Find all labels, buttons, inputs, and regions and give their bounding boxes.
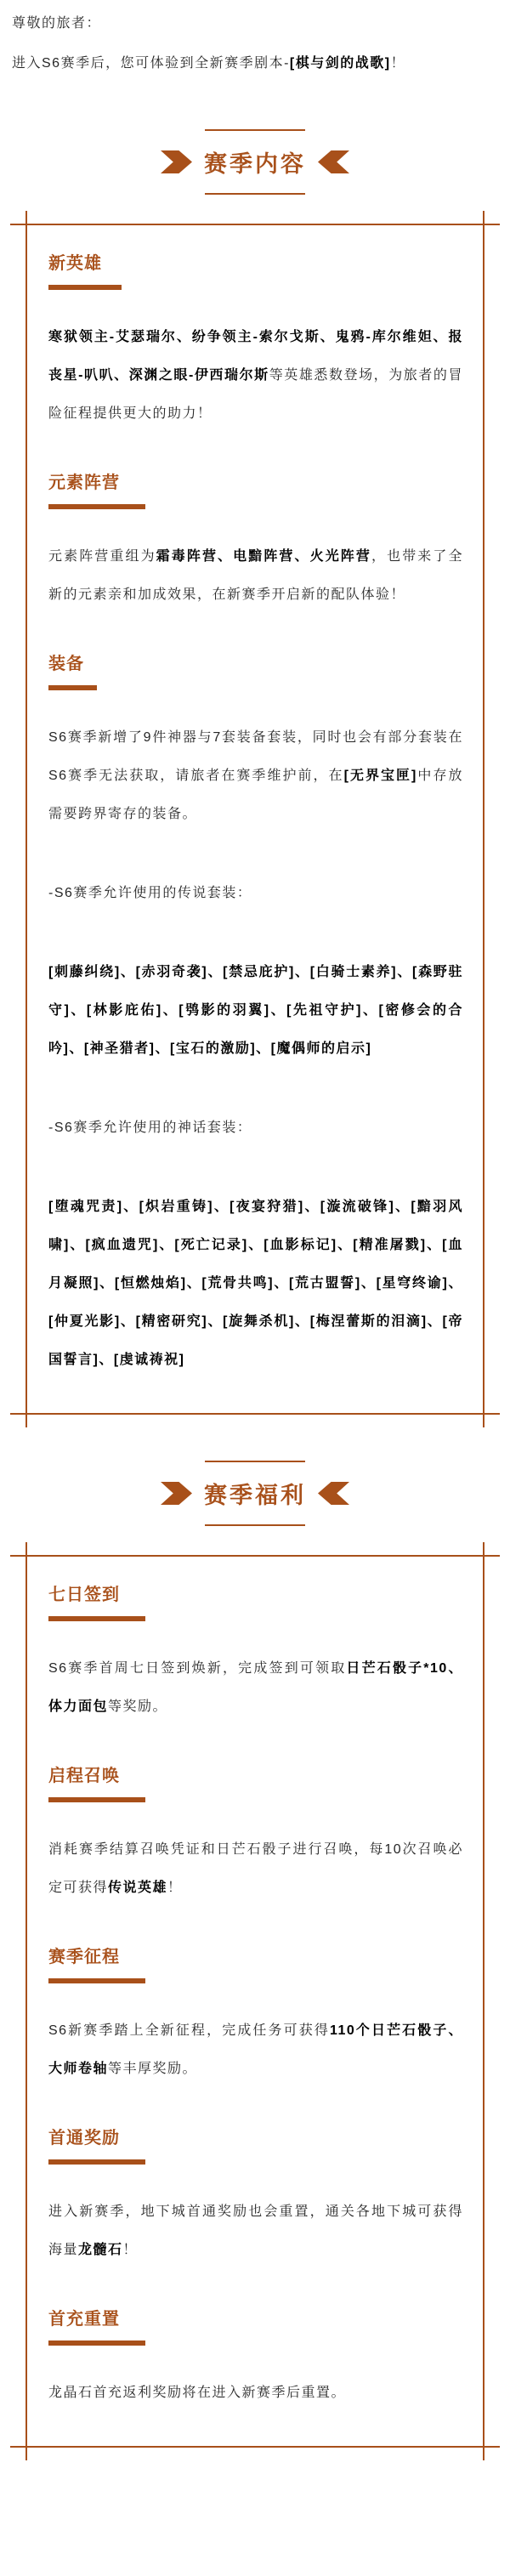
card-border-right	[483, 1542, 484, 2460]
block-paragraphs	[48, 718, 463, 1379]
section-header	[0, 129, 510, 195]
paragraph	[48, 2193, 463, 2269]
block-heading-wrap	[48, 650, 84, 690]
paragraph	[48, 1188, 463, 1379]
divider-line	[205, 129, 305, 131]
card-border-left	[26, 1542, 27, 2460]
body-text: 进入新赛季，地下城首通奖励也会重置，通关各地下城可获得海量	[48, 2204, 463, 2257]
block-heading: 新英雄	[48, 254, 102, 273]
section-header	[0, 1461, 510, 1526]
block-paragraphs	[48, 318, 463, 433]
bold-text: 日芒石骰子*10、体力面包	[48, 1661, 463, 1714]
heading-underline	[48, 285, 122, 290]
heading-underline	[48, 504, 145, 509]
paragraph	[48, 874, 463, 912]
bold-text: [刺藤纠绕]、[赤羽奇袭]、[禁忌庇护]、[白骑士素养]、[森野驻守]、[林影庇佑]、[鸮影的羽翼]、[先祖守护]、[密修会的合吟]、[神圣猎者]、[宝石的激励]、[魔偶师的启示]	[48, 965, 463, 1056]
block-heading: 元素阵营	[48, 474, 120, 492]
block-heading-wrap	[48, 1943, 120, 1983]
block-heading-wrap	[48, 468, 120, 509]
bold-text: [堕魂咒责]、[炽岩重铸]、[夜宴狩猎]、[漩流破锋]、[黯羽风啸]、[疯血遗咒]、[死亡记录]、[血影标记]、[精准屠戮]、[血月凝照]、[恒燃烛焰]、[荒骨共鸣]、[荒古盟誓]、[星穹终谕]、[仲夏光影]、[精密研究]、[旋舞杀机]、[梅涅蕾斯的泪滴]、[帝国誓言]、[虔诚祷祝]	[48, 1200, 463, 1367]
block-heading-wrap	[48, 1762, 120, 1802]
body-text: 龙晶石首充返利奖励将在进入新赛季后重置。	[48, 2386, 347, 2400]
section-title-row	[0, 1477, 510, 1510]
body-text: S6赛季新增了9件神器与7套装备套装，同时也会有部分套装在S6赛季无法获取，请旅者在赛季维护前，在	[48, 730, 463, 783]
bold-text: 霜毒阵营、电黯阵营、火光阵营	[156, 549, 371, 564]
content-block	[48, 468, 463, 614]
body-text: -S6赛季允许使用的传说套装：	[48, 886, 252, 900]
season-section	[0, 129, 510, 1415]
divider-line	[205, 1461, 305, 1462]
body-text: 消耗赛季结算召唤凭证和日芒石骰子进行召唤，每10次召唤必定可获得	[48, 1842, 463, 1895]
body-text: ！	[122, 2243, 139, 2257]
block-paragraphs	[48, 2011, 463, 2088]
heading-underline	[48, 1978, 145, 1983]
content-card	[0, 224, 510, 1415]
content-block	[48, 1580, 463, 1726]
paragraph	[48, 1109, 463, 1147]
block-paragraphs	[48, 537, 463, 614]
block-heading-wrap	[48, 249, 102, 290]
paragraph	[48, 718, 463, 833]
body-text: 中存放需要跨界寄存的装备。	[48, 769, 463, 821]
bold-text: 110个日芒石骰子、大师卷轴	[48, 2023, 463, 2076]
paragraph	[48, 2011, 463, 2088]
block-heading: 启程召唤	[48, 1767, 120, 1785]
block-paragraphs	[48, 1830, 463, 1907]
block-heading: 赛季征程	[48, 1948, 120, 1966]
content-block	[48, 249, 463, 433]
chevron-right-icon	[161, 150, 192, 173]
divider-line	[205, 1524, 305, 1526]
content-block	[48, 650, 463, 1379]
paragraph	[48, 537, 463, 614]
content-block	[48, 1943, 463, 2088]
heading-underline	[48, 685, 97, 690]
card-border-right	[483, 211, 484, 1427]
body-text: -S6赛季允许使用的神话套装：	[48, 1121, 252, 1135]
block-paragraphs	[48, 1649, 463, 1726]
intro-text-suffix: ！	[390, 56, 406, 71]
block-heading-wrap	[48, 2124, 120, 2165]
card-blocks	[48, 249, 463, 1379]
paragraph	[48, 2374, 463, 2412]
section-title-row	[0, 145, 510, 179]
heading-underline	[48, 2159, 145, 2165]
intro-greeting: 尊敬的旅者：	[12, 16, 102, 31]
bold-text: 传说英雄	[108, 1881, 168, 1895]
chevron-right-icon	[161, 1482, 192, 1505]
body-text: S6赛季首周七日签到焕新，完成签到可领取	[48, 1661, 347, 1676]
paragraph	[48, 318, 463, 433]
content-card	[0, 1555, 510, 2448]
paragraph	[48, 1830, 463, 1907]
chevron-left-icon	[318, 150, 349, 173]
intro-bold-text: [棋与剑的战歌]	[289, 56, 391, 71]
bold-text: 寒狱领主-艾瑟瑞尔、纷争领主-索尔戈斯、鬼鸦-库尔维妲、报丧星-叭叭、深渊之眼-伊西瑞尔斯	[48, 330, 463, 383]
card-blocks	[48, 1580, 463, 2412]
divider-line	[205, 193, 305, 195]
block-paragraphs	[48, 2193, 463, 2269]
intro-paragraph	[12, 43, 498, 83]
season-section	[0, 1461, 510, 2448]
section-title: 赛季福利	[204, 1483, 306, 1508]
block-heading: 装备	[48, 655, 84, 673]
body-text: 元素阵营重组为	[48, 549, 156, 564]
body-text: ，也带来了全新的元素亲和加成效果，在新赛季开启新的配队体验！	[48, 549, 463, 602]
body-text: ！	[167, 1881, 183, 1895]
heading-underline	[48, 1797, 145, 1802]
card-border-left	[26, 211, 27, 1427]
content-block	[48, 2124, 463, 2269]
body-text: 等丰厚奖励。	[108, 2062, 198, 2076]
chevron-left-icon	[318, 1482, 349, 1505]
block-heading-wrap	[48, 1580, 120, 1621]
block-paragraphs	[48, 2374, 463, 2412]
intro-text-prefix: 进入S6赛季后，您可体验到全新赛季剧本-	[12, 56, 290, 71]
block-heading-wrap	[48, 2305, 120, 2346]
section-title: 赛季内容	[204, 151, 306, 177]
block-heading: 首充重置	[48, 2310, 120, 2329]
body-text: 等奖励。	[108, 1699, 168, 1714]
bold-text: 龙髓石	[78, 2243, 123, 2257]
paragraph	[48, 1649, 463, 1726]
body-text: 等英雄悉数登场，为旅者的冒险征程提供更大的助力！	[48, 368, 463, 421]
content-block	[48, 1762, 463, 1907]
heading-underline	[48, 2341, 145, 2346]
sections-container	[0, 129, 510, 2448]
intro	[0, 0, 510, 83]
content-block	[48, 2305, 463, 2412]
paragraph	[48, 953, 463, 1068]
heading-underline	[48, 1616, 145, 1621]
bold-text: [无界宝匣]	[343, 769, 417, 783]
block-heading: 七日签到	[48, 1586, 120, 1604]
block-heading: 首通奖励	[48, 2129, 120, 2148]
body-text: S6新赛季踏上全新征程，完成任务可获得	[48, 2023, 330, 2038]
